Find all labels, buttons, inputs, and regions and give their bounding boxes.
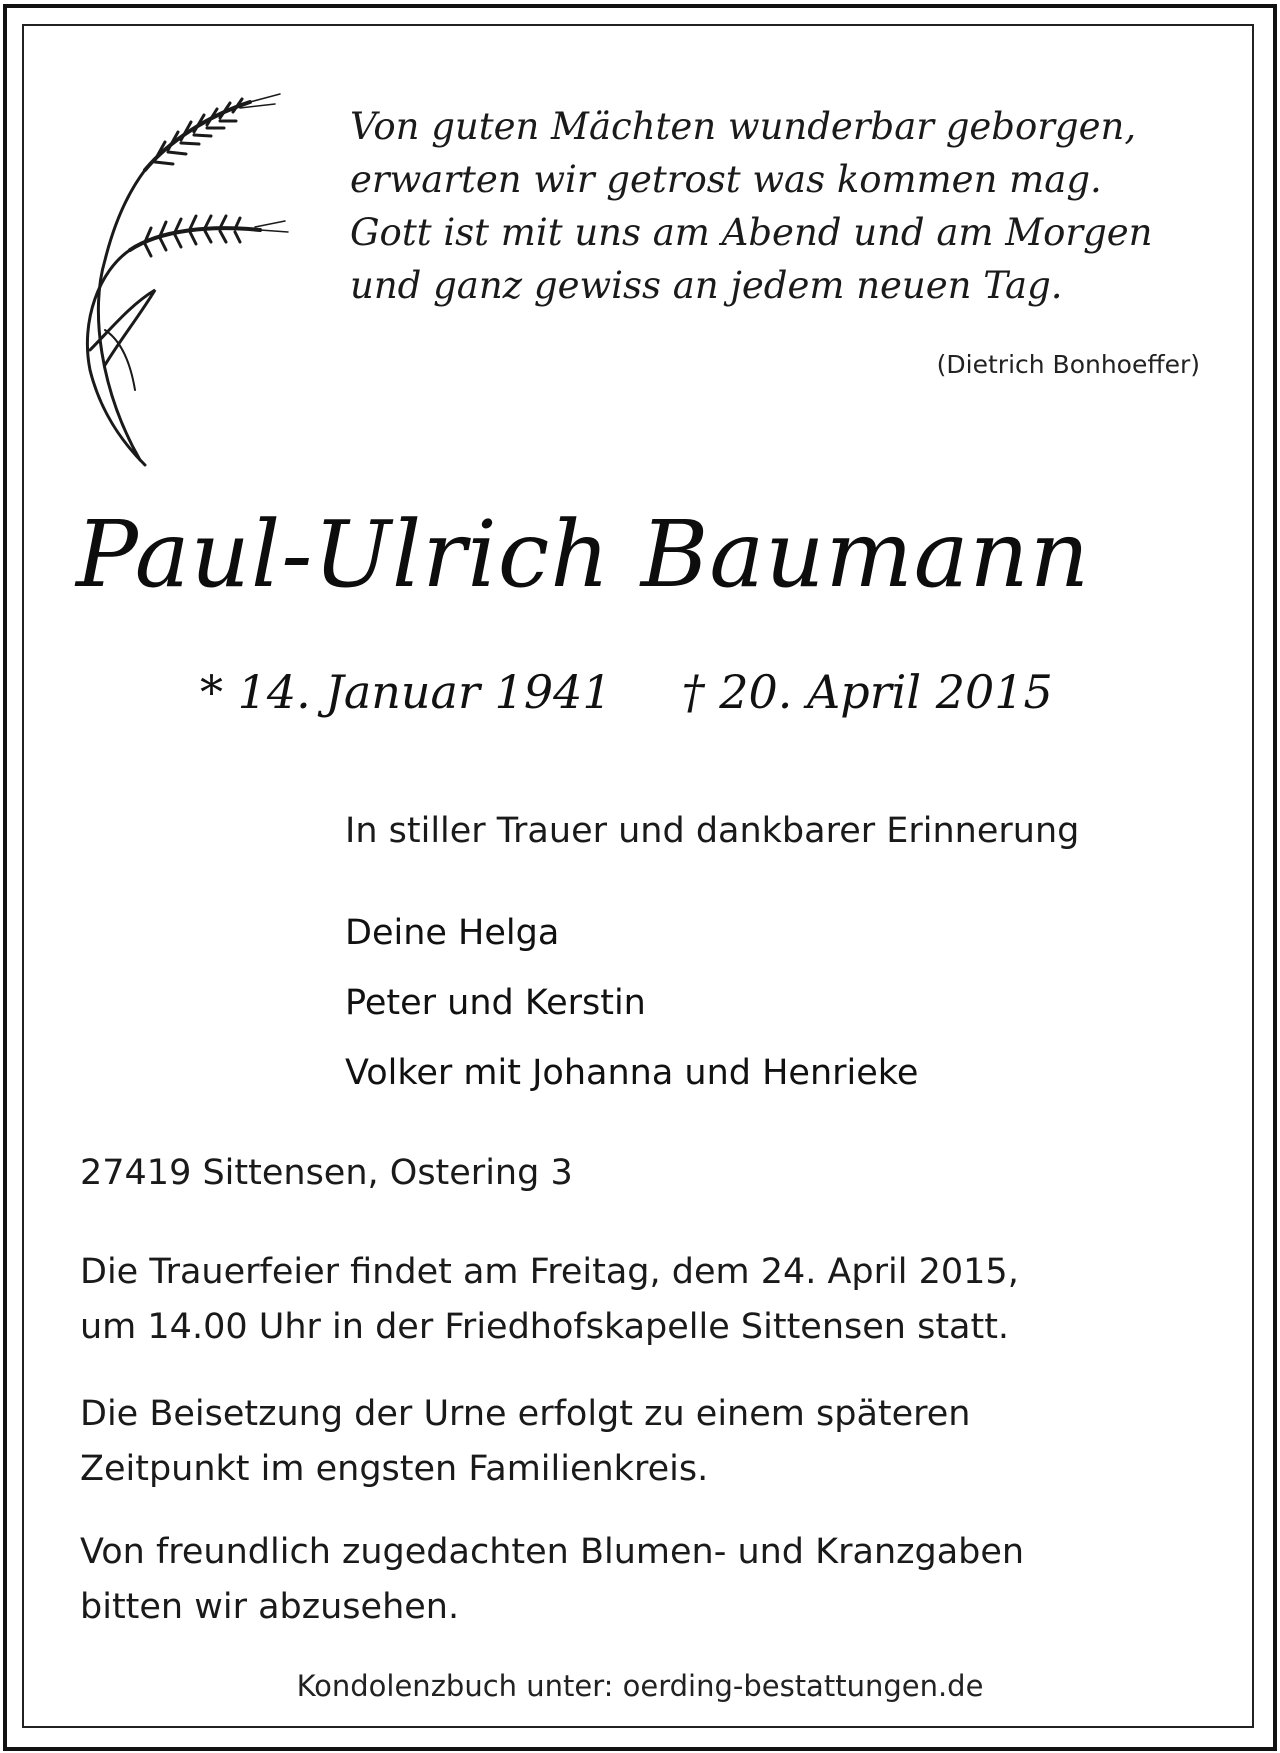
family-member: Volker mit Johanna und Henrieke — [345, 1053, 919, 1093]
condolence-book-link[interactable]: Kondolenzbuch unter: oerding-bestattungen.de — [296, 1669, 984, 1703]
funeral-line: um 14.00 Uhr in der Friedhofskapelle Sittensen statt. — [80, 1307, 1010, 1347]
poem-line: erwarten wir getrost was kommen mag. — [350, 158, 1102, 201]
family-list — [345, 898, 1205, 1108]
family-member: Peter und Kerstin — [345, 983, 646, 1023]
burial-notice — [80, 1387, 1220, 1497]
funeral-line: Die Trauerfeier findet am Freitag, dem 24. April 2015, — [80, 1252, 1019, 1292]
burial-line: Die Beisetzung der Urne erfolgt zu einem späteren — [80, 1394, 971, 1434]
death-date: † 20. April 2015 — [681, 665, 1053, 719]
burial-line: Zeitpunkt im engsten Familienkreis. — [80, 1449, 709, 1489]
birth-date: * 14. Januar 1941 — [200, 665, 612, 719]
poem — [350, 100, 1210, 312]
address: 27419 Sittensen, Ostering 3 — [80, 1153, 573, 1193]
poem-line: Von guten Mächten wunderbar geborgen, — [350, 105, 1137, 148]
funeral-notice — [80, 1245, 1220, 1355]
poem-line: Gott ist mit uns am Abend und am Morgen — [350, 211, 1153, 254]
deceased-name: Paul-Ulrich Baumann — [76, 501, 1091, 608]
poem-line: und ganz gewiss an jedem neuen Tag. — [350, 264, 1063, 307]
life-dates — [200, 662, 1100, 722]
mourning-intro: In stiller Trauer und dankbarer Erinnerung — [345, 811, 1080, 851]
flowers-notice — [80, 1525, 1220, 1635]
flowers-line: Von freundlich zugedachten Blumen- und Kranzgaben — [80, 1532, 1025, 1572]
flowers-line: bitten wir abzusehen. — [80, 1587, 460, 1627]
poem-author: (Dietrich Bonhoeffer) — [936, 350, 1200, 379]
wheat-ears-icon — [60, 90, 290, 480]
family-member: Deine Helga — [345, 913, 560, 953]
